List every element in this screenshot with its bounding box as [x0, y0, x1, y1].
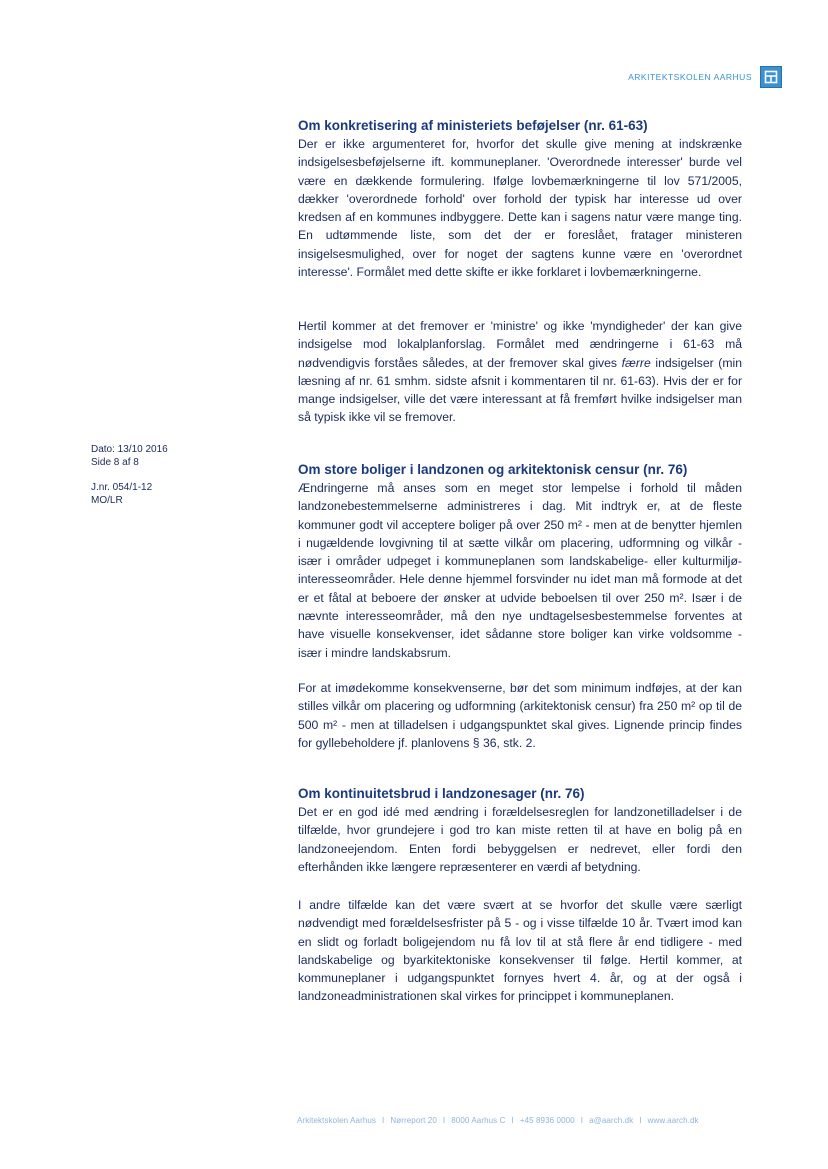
section-continuity [298, 784, 742, 876]
paragraph: For at imødekomme konsekvenserne, bør det som minimum indføjes, at der kan stilles vilkår om placering og udformning (arkitektonisk censur) fra 250 m² op til de 500 m² - men at tilladelsen i udgangspunktet skal gives. Lignende princip findes for gyllebeholdere jf. planlovens § 36, stk. 2. [298, 681, 742, 750]
brand-name: ARKITEKTSKOLEN AARHUS [628, 72, 752, 82]
paragraph: Hertil kommer at det fremover er 'ministre' og ikke 'myndigheder' der kan give indsigelse mod lokalplanforslag. Formålet med ændringerne i 61-63 må nødvendigvis forståes således, at der fremover skal gives færre indsigelser (min læsning af nr. 61 smhm. sidste afsnit i kommentaren til nr. 61-63). Hvis der er for mange indsigelser, ville det være interessant at få fremført hvilke indsigelser man så typisk ikke vil se fremover. [298, 319, 742, 425]
footer-phone: +45 8936 0000 [519, 1116, 575, 1125]
paragraph: I andre tilfælde kan det være svært at se hvorfor det skulle være særligt nødvendigt med forældelsesfrister på 5 - og i visse tilfælde 10 år. Tvært imod kan en slidt og forladt boligejendom nu få lov til at stå flere år end tidligere - med landskabelige og byarkitektoniske konsekvenser til følge. Hertil kommer, at kommuneplaner i udgangspunktet fornyes hvert 4. år, og at der også i landzoneadministrationen skal virkes for princippet i kommuneplanen. [298, 898, 742, 1004]
school-logo-icon [760, 66, 782, 88]
document-meta [91, 443, 168, 507]
section-large-homes [298, 460, 742, 662]
section-heading: Om kontinuitetsbrud i landzonesager (nr. 76) [298, 786, 585, 801]
page-header [628, 66, 782, 88]
section-large-homes-continued [298, 679, 742, 752]
page-footer: Arkitektskolen Aarhus I Nørreport 20 I 8000 Aarhus C I +45 8936 0000 I a@aarch.dk I www.aarch.dk [297, 1116, 699, 1125]
footer-name: Arkitektskolen Aarhus [297, 1116, 377, 1125]
paragraph: Ændringerne må anses som en meget stor lempelse i forhold til måden landzonebestemmelserne administreres i dag. Mit indtryk er, at de fleste kommuner godt vil acceptere boliger på over 250 m² - men at de benytter hjemlen i nugældende lovgivning til at sætte vilkår om placering, udformning og vilkår - især i områder udpeget i kommuneplanen som landskabelige- eller kulturmiljø-interesseområder. Hele denne hjemmel forsvinder nu idet man må formode at det er et fåtal at beboere der ønsker at udvide beboelsen til over 250 m². Især i de nævnte interesseområder, må den nye undtagelsesbestemmelse forventes at have visuelle konsekvenser, idet sådanne store boliger kan virke voldsomme - især i mindre landskabsrum. [298, 481, 742, 660]
section-ministry-powers-continued [298, 317, 742, 427]
page-number: Side 8 af 8 [91, 457, 139, 468]
author-initials: MO/LR [91, 495, 123, 506]
footer-city: 8000 Aarhus C [451, 1116, 506, 1125]
footer-address: Nørreport 20 [390, 1116, 437, 1125]
footer-email: a@aarch.dk [589, 1116, 634, 1125]
footer-web: www.aarch.dk [647, 1116, 699, 1125]
paragraph: Det er en god idé med ændring i forældelsesreglen for landzonetilladelser i de tilfælde, hvor grundejere i god tro kan miste retten til at have en bolig på en landzoneejendom. Enten fordi bebyggelsen er nedrevet, eller fordi den efterhånden ikke længere repræsenterer en værdi af betydning. [298, 805, 742, 874]
section-heading: Om konkretisering af ministeriets beføjelser (nr. 61-63) [298, 118, 648, 133]
section-continuity-continued [298, 896, 742, 1006]
journal-number: J.nr. 054/1-12 [91, 482, 153, 493]
section-ministry-powers [298, 116, 742, 281]
paragraph: Der er ikke argumenteret for, hvorfor det skulle give mening at indskrænke indsigelsesbeføjelserne ift. kommuneplaner. 'Overordnede interesser' burde vel være en dækkende formulering. Ifølge lovbemærkningerne til lov 571/2005, dækker 'overordnede forhold' over forhold der typisk har interesse ud over kredsen af en kommunes indbyggere. Dette kan i sagens natur være mange ting. En udtømmende liste, som det der er foreslået, fratager ministeren insigelsesmulighed, over for noget der sagtens kunne være en 'overordnet interesse'. Formålet med dette skifte er ikke forklaret i lovbemærkningerne. [298, 137, 742, 280]
emphasis-text: færre [621, 355, 651, 370]
date-label: Dato: 13/10 2016 [91, 444, 168, 455]
section-heading: Om store boliger i landzonen og arkitektonisk censur (nr. 76) [298, 462, 688, 477]
